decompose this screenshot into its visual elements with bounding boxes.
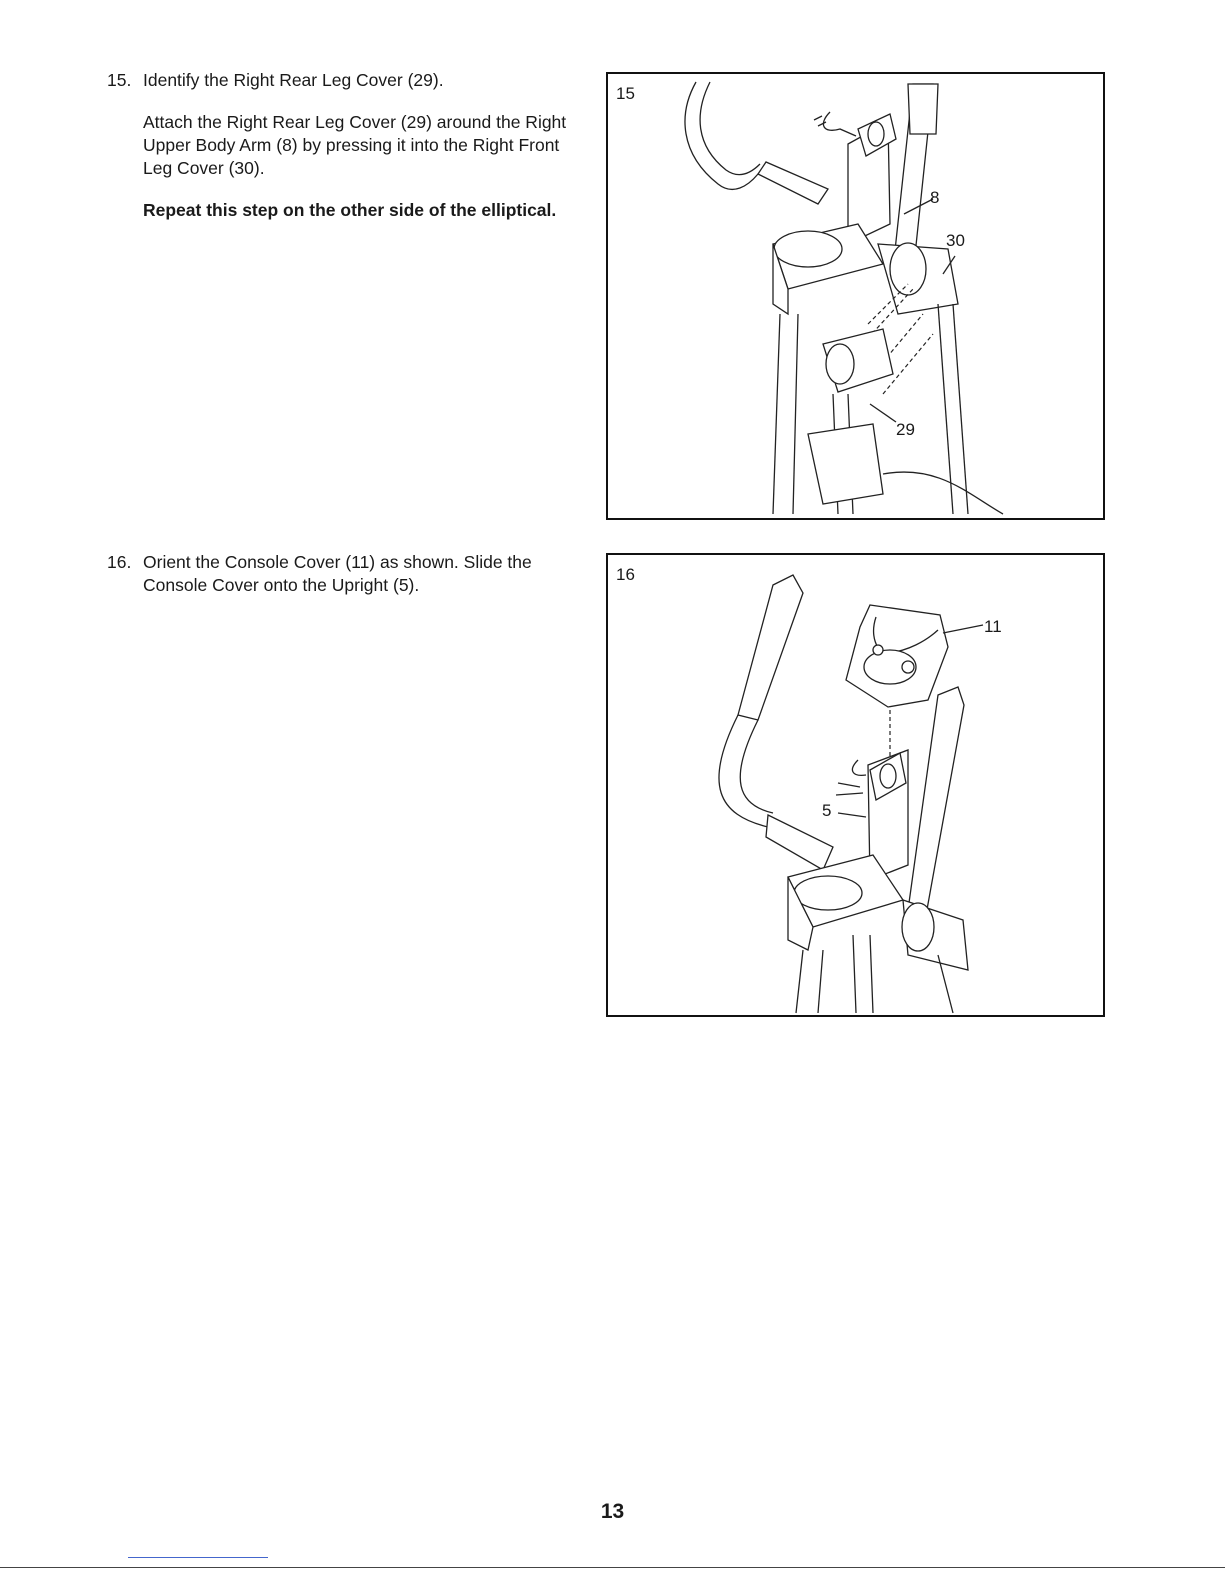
callout-label: 29	[896, 420, 915, 439]
step-instruction: Orient the Console Cover (11) as shown. Slide the Console Cover onto the Upright (5).	[143, 552, 532, 595]
step-number: 16.	[107, 552, 132, 572]
figure-15	[606, 72, 1105, 520]
footer-rule	[0, 1567, 1225, 1568]
figure-number: 15	[616, 84, 635, 103]
callout-label: 8	[930, 188, 940, 207]
page-number: 13	[600, 1500, 625, 1523]
footer-link-underline	[128, 1557, 268, 1558]
step-body	[143, 69, 583, 241]
figure-16-illustration	[608, 555, 1103, 1015]
figure-number: 16	[616, 565, 635, 584]
step-note: Repeat this step on the other side of the elliptical.	[143, 200, 557, 220]
step-body	[143, 551, 583, 616]
step-instruction: Identify the Right Rear Leg Cover (29).	[143, 70, 444, 90]
figure-15-illustration	[608, 74, 1103, 518]
callout-label: 30	[946, 231, 965, 250]
step-number: 15.	[107, 70, 132, 90]
callout-label: 11	[984, 617, 1002, 636]
step-instruction: Attach the Right Rear Leg Cover (29) around the Right Upper Body Arm (8) by pressing it into the Right Front Leg Cover (30).	[143, 112, 567, 178]
callout-label: 5	[822, 801, 832, 820]
figure-16	[606, 553, 1105, 1017]
